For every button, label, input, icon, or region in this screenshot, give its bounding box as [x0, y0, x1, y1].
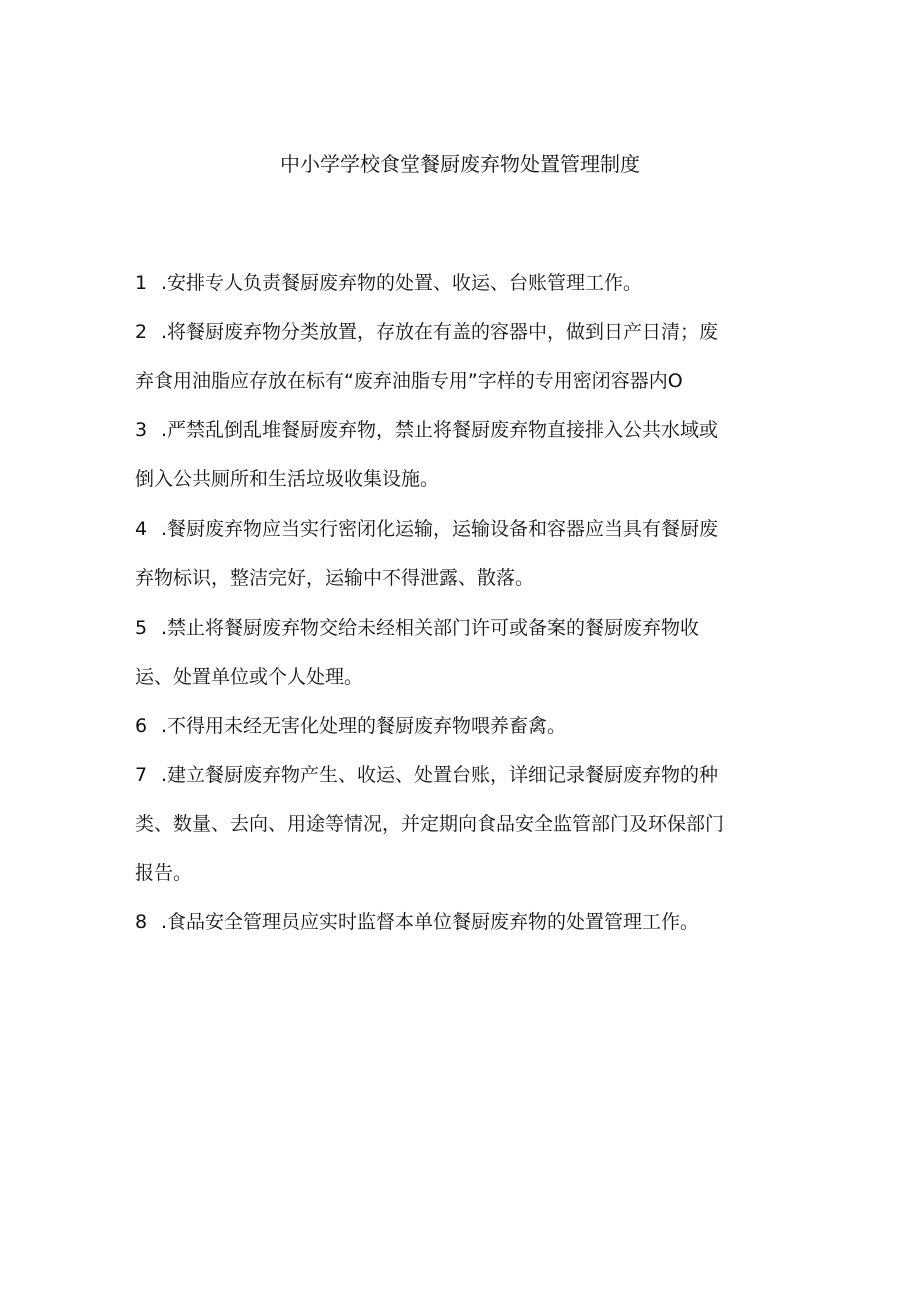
item-number: 1 [135, 272, 148, 294]
item-number: 5 [135, 617, 148, 639]
list-item-7 [135, 761, 718, 789]
list-item-2 [135, 318, 718, 346]
item-number: 3 [135, 419, 148, 441]
list-item-3-continuation [135, 465, 439, 493]
item-text: .禁止将餐厨废弃物交给未经相关部门许可或备案的餐厨废弃物收 [161, 617, 700, 639]
item-text: .不得用未经无害化处理的餐厨废弃物喂养畜禽。 [161, 715, 567, 737]
item-text: 类、数量、去向、用途等情况，并定期向食品安全监管部门及环保部门 [135, 813, 725, 835]
list-item-8 [135, 908, 699, 936]
list-item-4 [135, 515, 718, 543]
item-text: 报告。 [135, 862, 193, 884]
item-number: 8 [135, 911, 148, 933]
item-text: 弃物标识，整洁完好，运输中不得泄露、散落。 [135, 567, 535, 589]
list-item-5-continuation [135, 663, 363, 691]
list-item-5 [135, 614, 699, 642]
item-number: 6 [135, 715, 148, 737]
item-number: 7 [135, 764, 148, 786]
item-text: .安排专人负责餐厨废弃物的处置、收运、台账管理工作。 [161, 272, 643, 294]
item-text: .餐厨废弃物应当实行密闭化运输，运输设备和容器应当具有餐厨废 [161, 518, 719, 540]
item-text: 弃食用油脂应存放在标有“废弃油脂专用”字样的专用密闭容器内O [135, 370, 683, 392]
list-item-4-continuation [135, 564, 534, 592]
item-text: .将餐厨废弃物分类放置，存放在有盖的容器中，做到日产日清；废 [161, 321, 719, 343]
list-item-7-continuation [135, 859, 192, 887]
document-title: 中小学学校食堂餐厨废弃物处置管理制度 [280, 152, 640, 176]
list-item-1 [135, 269, 642, 297]
item-text: .严禁乱倒乱堆餐厨废弃物，禁止将餐厨废弃物直接排入公共水域或 [161, 419, 719, 441]
list-item-6 [135, 712, 566, 740]
item-number: 2 [135, 321, 148, 343]
item-text: .食品安全管理员应实时监督本单位餐厨废弃物的处置管理工作。 [161, 911, 700, 933]
item-text: .建立餐厨废弃物产生、收运、处置台账，详细记录餐厨废弃物的种 [161, 764, 719, 786]
list-item-3 [135, 416, 718, 444]
item-text: 运、处置单位或个人处理。 [135, 666, 364, 688]
list-item-7-continuation [135, 810, 724, 838]
list-item-2-continuation [135, 367, 683, 395]
item-number: 4 [135, 518, 148, 540]
item-text: 倒入公共厕所和生活垃圾收集设施。 [135, 468, 440, 490]
